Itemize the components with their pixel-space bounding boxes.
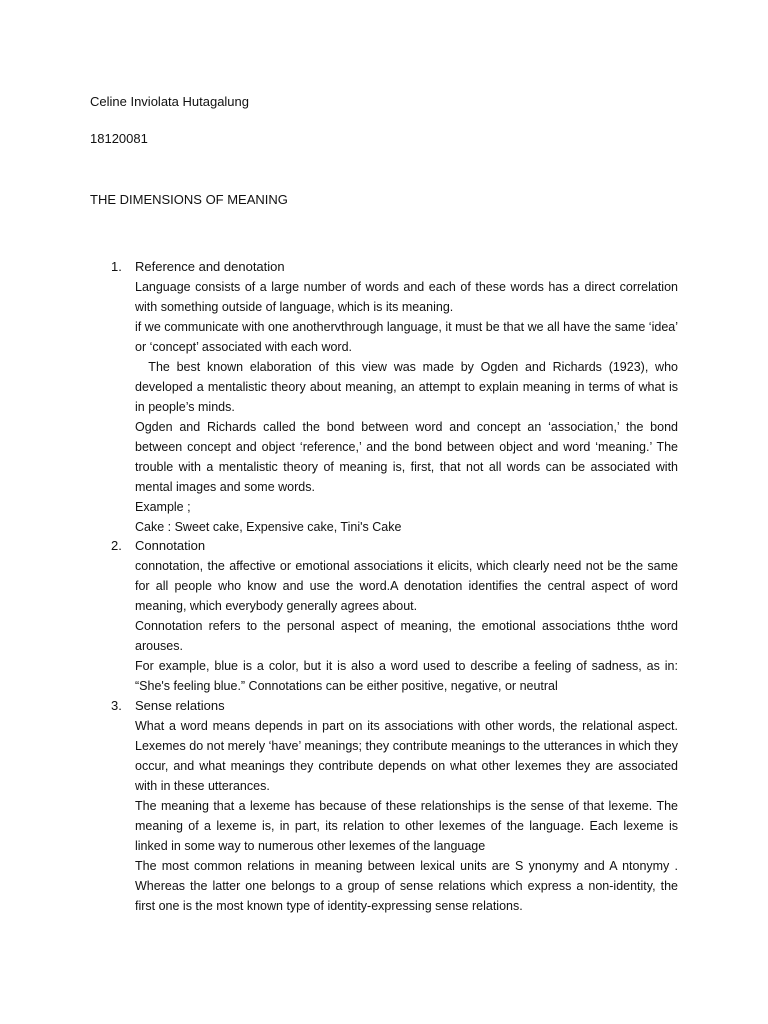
section-heading (90, 696, 678, 716)
section-number: 2. (111, 538, 122, 553)
section-reference-denotation (90, 257, 678, 537)
paragraph: Connotation refers to the personal aspect of meaning, the emotional associations ththe word arouses. (135, 619, 678, 653)
section-title: Connotation (135, 538, 206, 553)
section-heading (90, 257, 678, 277)
paragraph: Language consists of a large number of words and each of these words has a direct correlation with something outside of language, which is its meaning. (135, 280, 678, 314)
paragraph: Ogden and Richards called the bond between word and concept an ‘association,’ the bond between concept and object ‘reference,’ and the bond between object and word ‘meaning.’ The trouble with a mentalistic theory of meaning is, first, that not all words can be associated with mental images and some words. (135, 420, 678, 494)
paragraph: connotation, the affective or emotional associations it elicits, which clearly need not be the same for all people who know and use the word.A denotation identifies the central aspect of word meaning, which everybody generally agrees about. (135, 559, 678, 613)
paragraph: The most common relations in meaning between lexical units are S ynonymy and A ntonymy . Whereas the latter one belongs to a group of sense relations which express a non-identity, the first one is the most known type of identity-expressing sense relations. (135, 859, 678, 913)
section-number: 3. (111, 698, 122, 713)
section-body (135, 277, 678, 537)
paragraph: For example, blue is a color, but it is also a word used to describe a feeling of sadness, as in: “She's feeling blue.” Connotations can be either positive, negative, or neutral (135, 659, 678, 693)
document-title: THE DIMENSIONS OF MEANING (90, 192, 288, 207)
section-number: 1. (111, 259, 122, 274)
paragraph: The meaning that a lexeme has because of these relationships is the sense of that lexeme. The meaning of a lexeme is, in part, its relation to other lexemes of the language. Each lexeme is linked in some way to numerous other lexemes of the language (135, 799, 678, 853)
paragraph: What a word means depends in part on its associations with other words, the relational aspect. Lexemes do not merely ‘have’ meanings; they contribute meanings to the utterances in which they occur, and what meanings they contribute depends on what other lexemes they are associated with in these utterances. (135, 719, 678, 793)
paragraph: The best known elaboration of this view was made by Ogden and Richards (1923), who developed a mentalistic theory about meaning, an attempt to explain meaning in terms of what is in people’s minds. (135, 360, 678, 414)
author-name: Celine Inviolata Hutagalung (90, 94, 249, 109)
section-heading (90, 536, 678, 556)
section-body (135, 716, 678, 916)
paragraph: Cake : Sweet cake, Expensive cake, Tini's Cake (135, 520, 402, 534)
student-id: 18120081 (90, 131, 148, 146)
section-sense-relations (90, 696, 678, 916)
paragraph: Example ; (135, 500, 191, 514)
paragraph: if we communicate with one anothervthrough language, it must be that we all have the same ‘idea’ or ‘concept’ associated with each word. (135, 320, 678, 354)
section-connotation (90, 536, 678, 696)
section-body (135, 556, 678, 696)
section-title: Reference and denotation (135, 259, 285, 274)
section-title: Sense relations (135, 698, 225, 713)
